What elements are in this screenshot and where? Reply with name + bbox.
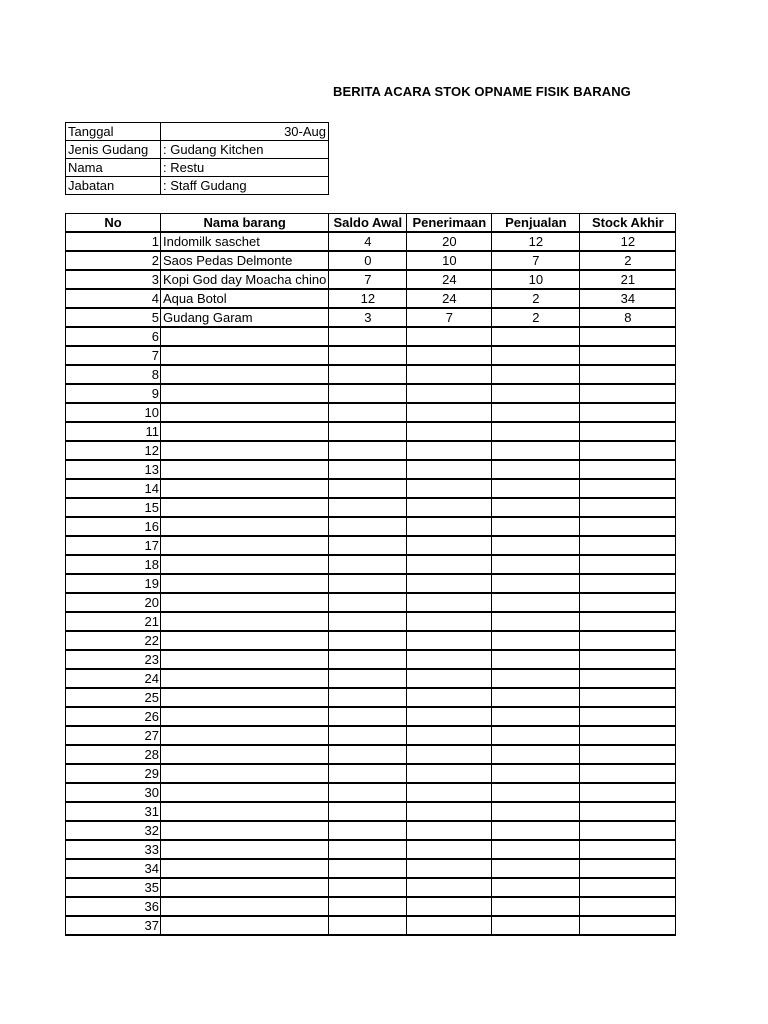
cell-saldo-awal <box>329 859 407 878</box>
cell-penerimaan <box>407 745 492 764</box>
cell-saldo-awal: 7 <box>329 270 407 289</box>
cell-stock-akhir <box>580 631 676 650</box>
cell-stock-akhir <box>580 441 676 460</box>
cell-nama-barang <box>161 650 329 669</box>
cell-no: 19 <box>66 574 161 593</box>
cell-no: 22 <box>66 631 161 650</box>
cell-no: 3 <box>66 270 161 289</box>
cell-nama-barang <box>161 441 329 460</box>
stock-table <box>65 213 676 936</box>
cell-penerimaan: 7 <box>407 308 492 327</box>
cell-saldo-awal <box>329 403 407 422</box>
cell-no: 23 <box>66 650 161 669</box>
table-row <box>66 422 676 441</box>
cell-stock-akhir <box>580 878 676 897</box>
cell-stock-akhir <box>580 707 676 726</box>
cell-penerimaan <box>407 669 492 688</box>
cell-stock-akhir <box>580 688 676 707</box>
cell-penjualan <box>492 878 580 897</box>
cell-no: 8 <box>66 365 161 384</box>
cell-stock-akhir <box>580 764 676 783</box>
cell-penerimaan <box>407 365 492 384</box>
cell-saldo-awal <box>329 479 407 498</box>
table-row <box>66 555 676 574</box>
cell-penjualan: 10 <box>492 270 580 289</box>
cell-nama-barang <box>161 916 329 935</box>
cell-saldo-awal <box>329 745 407 764</box>
info-row-nama <box>66 159 329 177</box>
cell-nama-barang: Gudang Garam <box>161 308 329 327</box>
cell-penerimaan <box>407 612 492 631</box>
cell-penjualan: 12 <box>492 232 580 251</box>
cell-stock-akhir <box>580 650 676 669</box>
cell-penerimaan <box>407 878 492 897</box>
cell-penjualan: 7 <box>492 251 580 270</box>
cell-stock-akhir <box>580 365 676 384</box>
cell-stock-akhir <box>580 384 676 403</box>
cell-nama-barang <box>161 878 329 897</box>
cell-penerimaan <box>407 422 492 441</box>
cell-penjualan <box>492 346 580 365</box>
cell-nama-barang <box>161 574 329 593</box>
cell-nama-barang <box>161 669 329 688</box>
cell-nama-barang: Saos Pedas Delmonte <box>161 251 329 270</box>
header-no: No <box>66 214 161 233</box>
table-row <box>66 878 676 897</box>
cell-no: 32 <box>66 821 161 840</box>
info-label-tanggal: Tanggal <box>66 123 161 141</box>
table-row <box>66 745 676 764</box>
cell-stock-akhir <box>580 669 676 688</box>
cell-penerimaan <box>407 327 492 346</box>
cell-no: 7 <box>66 346 161 365</box>
stock-table-body <box>66 232 676 935</box>
cell-no: 17 <box>66 536 161 555</box>
cell-penjualan <box>492 384 580 403</box>
cell-saldo-awal <box>329 498 407 517</box>
table-row <box>66 536 676 555</box>
cell-nama-barang <box>161 403 329 422</box>
cell-saldo-awal: 0 <box>329 251 407 270</box>
cell-nama-barang <box>161 745 329 764</box>
cell-nama-barang <box>161 859 329 878</box>
cell-saldo-awal <box>329 783 407 802</box>
cell-stock-akhir <box>580 498 676 517</box>
cell-penerimaan <box>407 574 492 593</box>
cell-penerimaan <box>407 441 492 460</box>
cell-no: 13 <box>66 460 161 479</box>
table-row <box>66 669 676 688</box>
header-stock-akhir: Stock Akhir <box>580 214 676 233</box>
cell-saldo-awal <box>329 650 407 669</box>
cell-stock-akhir <box>580 536 676 555</box>
header-saldo-awal: Saldo Awal <box>329 214 407 233</box>
cell-no: 9 <box>66 384 161 403</box>
cell-no: 33 <box>66 840 161 859</box>
header-penjualan: Penjualan <box>492 214 580 233</box>
table-row <box>66 631 676 650</box>
cell-penerimaan <box>407 650 492 669</box>
cell-penjualan <box>492 365 580 384</box>
cell-no: 4 <box>66 289 161 308</box>
cell-stock-akhir <box>580 574 676 593</box>
table-row <box>66 441 676 460</box>
info-value-jenis-gudang: : Gudang Kitchen <box>161 141 329 159</box>
cell-saldo-awal <box>329 897 407 916</box>
cell-nama-barang <box>161 346 329 365</box>
cell-saldo-awal <box>329 707 407 726</box>
cell-no: 15 <box>66 498 161 517</box>
cell-penerimaan <box>407 479 492 498</box>
cell-nama-barang <box>161 707 329 726</box>
cell-nama-barang <box>161 840 329 859</box>
cell-penerimaan: 24 <box>407 270 492 289</box>
table-row <box>66 346 676 365</box>
table-row <box>66 498 676 517</box>
cell-saldo-awal <box>329 916 407 935</box>
cell-penerimaan <box>407 840 492 859</box>
cell-penerimaan: 10 <box>407 251 492 270</box>
cell-penerimaan <box>407 707 492 726</box>
cell-stock-akhir <box>580 840 676 859</box>
table-row <box>66 726 676 745</box>
cell-penjualan <box>492 441 580 460</box>
cell-penjualan <box>492 802 580 821</box>
info-table <box>65 122 329 195</box>
cell-no: 16 <box>66 517 161 536</box>
cell-penjualan <box>492 669 580 688</box>
info-value-jabatan: : Staff Gudang <box>161 177 329 195</box>
cell-penjualan <box>492 821 580 840</box>
cell-nama-barang <box>161 821 329 840</box>
cell-stock-akhir <box>580 517 676 536</box>
cell-no: 11 <box>66 422 161 441</box>
cell-stock-akhir <box>580 593 676 612</box>
cell-penerimaan <box>407 403 492 422</box>
cell-saldo-awal: 12 <box>329 289 407 308</box>
cell-stock-akhir: 12 <box>580 232 676 251</box>
cell-penerimaan <box>407 631 492 650</box>
table-row <box>66 574 676 593</box>
cell-no: 10 <box>66 403 161 422</box>
cell-nama-barang <box>161 726 329 745</box>
cell-stock-akhir <box>580 422 676 441</box>
cell-penjualan <box>492 840 580 859</box>
table-row <box>66 460 676 479</box>
cell-no: 27 <box>66 726 161 745</box>
cell-penerimaan <box>407 688 492 707</box>
cell-stock-akhir <box>580 612 676 631</box>
cell-nama-barang <box>161 536 329 555</box>
header-nama-barang: Nama barang <box>161 214 329 233</box>
cell-stock-akhir <box>580 346 676 365</box>
cell-penjualan <box>492 859 580 878</box>
cell-no: 1 <box>66 232 161 251</box>
cell-penerimaan <box>407 498 492 517</box>
cell-saldo-awal <box>329 346 407 365</box>
cell-no: 6 <box>66 327 161 346</box>
cell-penjualan <box>492 536 580 555</box>
cell-stock-akhir <box>580 726 676 745</box>
table-row <box>66 384 676 403</box>
cell-penerimaan <box>407 555 492 574</box>
cell-stock-akhir <box>580 821 676 840</box>
cell-nama-barang <box>161 593 329 612</box>
cell-saldo-awal <box>329 574 407 593</box>
cell-penjualan <box>492 498 580 517</box>
cell-no: 26 <box>66 707 161 726</box>
cell-no: 12 <box>66 441 161 460</box>
cell-stock-akhir: 8 <box>580 308 676 327</box>
cell-penerimaan <box>407 802 492 821</box>
cell-saldo-awal <box>329 593 407 612</box>
table-row <box>66 479 676 498</box>
cell-no: 28 <box>66 745 161 764</box>
cell-no: 35 <box>66 878 161 897</box>
cell-saldo-awal <box>329 517 407 536</box>
cell-stock-akhir <box>580 745 676 764</box>
cell-penjualan <box>492 726 580 745</box>
cell-no: 24 <box>66 669 161 688</box>
cell-penjualan: 2 <box>492 289 580 308</box>
table-row <box>66 802 676 821</box>
cell-saldo-awal <box>329 688 407 707</box>
cell-penjualan <box>492 897 580 916</box>
cell-penjualan <box>492 593 580 612</box>
cell-no: 29 <box>66 764 161 783</box>
cell-stock-akhir <box>580 783 676 802</box>
cell-stock-akhir <box>580 897 676 916</box>
info-row-jenis-gudang <box>66 141 329 159</box>
cell-nama-barang <box>161 802 329 821</box>
cell-saldo-awal <box>329 631 407 650</box>
cell-saldo-awal <box>329 422 407 441</box>
cell-nama-barang: Indomilk saschet <box>161 232 329 251</box>
cell-saldo-awal <box>329 726 407 745</box>
table-row <box>66 612 676 631</box>
cell-nama-barang: Kopi God day Moacha chino <box>161 270 329 289</box>
cell-penerimaan <box>407 460 492 479</box>
cell-penjualan <box>492 517 580 536</box>
cell-no: 37 <box>66 916 161 935</box>
cell-penjualan <box>492 764 580 783</box>
cell-penjualan <box>492 327 580 346</box>
cell-saldo-awal <box>329 764 407 783</box>
cell-penjualan <box>492 650 580 669</box>
cell-stock-akhir <box>580 460 676 479</box>
table-row <box>66 821 676 840</box>
cell-penerimaan <box>407 593 492 612</box>
cell-saldo-awal <box>329 555 407 574</box>
table-row <box>66 707 676 726</box>
cell-saldo-awal <box>329 460 407 479</box>
cell-saldo-awal <box>329 327 407 346</box>
cell-nama-barang <box>161 517 329 536</box>
cell-penerimaan <box>407 384 492 403</box>
cell-penerimaan <box>407 897 492 916</box>
cell-penerimaan <box>407 783 492 802</box>
cell-saldo-awal <box>329 612 407 631</box>
cell-penerimaan: 20 <box>407 232 492 251</box>
cell-nama-barang <box>161 764 329 783</box>
cell-nama-barang <box>161 460 329 479</box>
cell-penerimaan <box>407 821 492 840</box>
cell-penerimaan <box>407 536 492 555</box>
cell-penerimaan <box>407 764 492 783</box>
cell-penjualan <box>492 916 580 935</box>
cell-no: 2 <box>66 251 161 270</box>
table-row <box>66 650 676 669</box>
cell-saldo-awal <box>329 441 407 460</box>
document-title: BERITA ACARA STOK OPNAME FISIK BARANG <box>333 84 631 99</box>
cell-penjualan <box>492 707 580 726</box>
cell-nama-barang <box>161 783 329 802</box>
cell-penerimaan <box>407 517 492 536</box>
cell-stock-akhir: 34 <box>580 289 676 308</box>
table-row <box>66 783 676 802</box>
table-row <box>66 327 676 346</box>
cell-nama-barang <box>161 365 329 384</box>
cell-nama-barang <box>161 688 329 707</box>
cell-penjualan: 2 <box>492 308 580 327</box>
stock-table-header-row <box>66 214 676 233</box>
table-row <box>66 764 676 783</box>
cell-no: 21 <box>66 612 161 631</box>
cell-saldo-awal: 4 <box>329 232 407 251</box>
cell-nama-barang: Aqua Botol <box>161 289 329 308</box>
cell-nama-barang <box>161 498 329 517</box>
table-row <box>66 593 676 612</box>
cell-stock-akhir <box>580 802 676 821</box>
cell-no: 20 <box>66 593 161 612</box>
cell-no: 5 <box>66 308 161 327</box>
cell-penerimaan <box>407 346 492 365</box>
cell-penjualan <box>492 631 580 650</box>
info-value-nama: : Restu <box>161 159 329 177</box>
cell-saldo-awal <box>329 878 407 897</box>
cell-stock-akhir <box>580 916 676 935</box>
cell-no: 18 <box>66 555 161 574</box>
cell-nama-barang <box>161 422 329 441</box>
cell-penjualan <box>492 479 580 498</box>
cell-nama-barang <box>161 555 329 574</box>
cell-stock-akhir: 21 <box>580 270 676 289</box>
info-label-jenis-gudang: Jenis Gudang <box>66 141 161 159</box>
cell-stock-akhir <box>580 403 676 422</box>
cell-penjualan <box>492 612 580 631</box>
cell-saldo-awal <box>329 536 407 555</box>
table-row <box>66 859 676 878</box>
info-row-jabatan <box>66 177 329 195</box>
cell-nama-barang <box>161 612 329 631</box>
cell-stock-akhir <box>580 859 676 878</box>
info-row-tanggal <box>66 123 329 141</box>
cell-nama-barang <box>161 327 329 346</box>
table-row <box>66 289 676 308</box>
header-penerimaan: Penerimaan <box>407 214 492 233</box>
cell-penjualan <box>492 555 580 574</box>
cell-penjualan <box>492 745 580 764</box>
cell-penjualan <box>492 783 580 802</box>
table-row <box>66 232 676 251</box>
cell-saldo-awal: 3 <box>329 308 407 327</box>
cell-no: 30 <box>66 783 161 802</box>
table-row <box>66 270 676 289</box>
cell-stock-akhir: 2 <box>580 251 676 270</box>
info-value-tanggal: 30-Aug <box>161 123 329 141</box>
table-row <box>66 365 676 384</box>
cell-nama-barang <box>161 479 329 498</box>
cell-saldo-awal <box>329 384 407 403</box>
table-row <box>66 308 676 327</box>
cell-penjualan <box>492 574 580 593</box>
table-row <box>66 916 676 935</box>
cell-penjualan <box>492 688 580 707</box>
cell-penerimaan <box>407 916 492 935</box>
table-row <box>66 517 676 536</box>
cell-stock-akhir <box>580 327 676 346</box>
table-row <box>66 251 676 270</box>
cell-stock-akhir <box>580 479 676 498</box>
cell-penerimaan: 24 <box>407 289 492 308</box>
cell-saldo-awal <box>329 802 407 821</box>
cell-saldo-awal <box>329 840 407 859</box>
cell-saldo-awal <box>329 821 407 840</box>
cell-no: 34 <box>66 859 161 878</box>
cell-saldo-awal <box>329 669 407 688</box>
cell-nama-barang <box>161 631 329 650</box>
cell-penjualan <box>492 403 580 422</box>
cell-saldo-awal <box>329 365 407 384</box>
cell-penjualan <box>492 422 580 441</box>
cell-no: 36 <box>66 897 161 916</box>
cell-penerimaan <box>407 726 492 745</box>
table-row <box>66 840 676 859</box>
cell-no: 14 <box>66 479 161 498</box>
cell-nama-barang <box>161 897 329 916</box>
cell-no: 31 <box>66 802 161 821</box>
table-row <box>66 897 676 916</box>
cell-penerimaan <box>407 859 492 878</box>
table-row <box>66 403 676 422</box>
cell-stock-akhir <box>580 555 676 574</box>
info-label-jabatan: Jabatan <box>66 177 161 195</box>
cell-penjualan <box>492 460 580 479</box>
cell-nama-barang <box>161 384 329 403</box>
cell-no: 25 <box>66 688 161 707</box>
info-label-nama: Nama <box>66 159 161 177</box>
table-row <box>66 688 676 707</box>
